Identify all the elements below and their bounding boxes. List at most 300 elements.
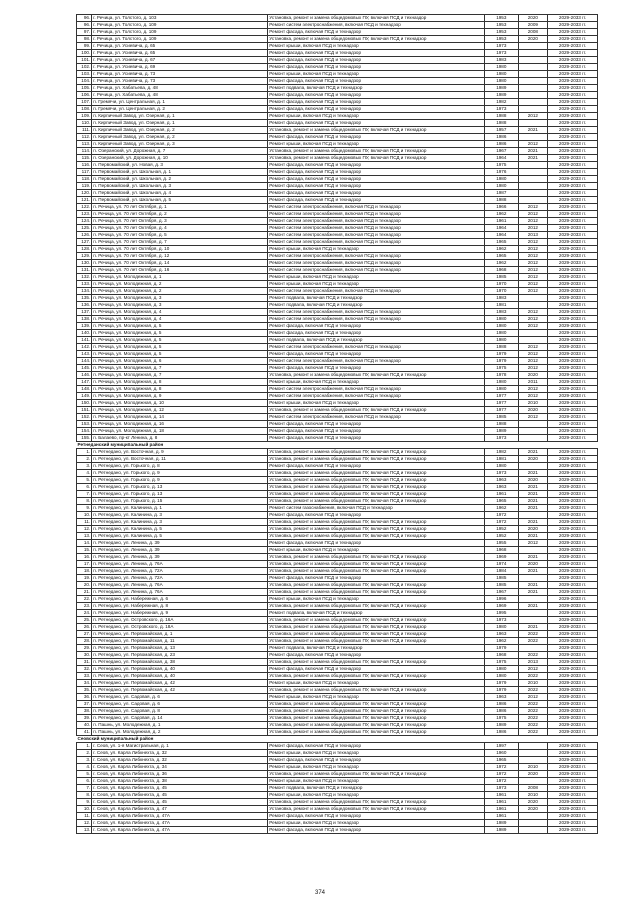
year-built-cell: 1979: [485, 687, 519, 694]
last-repair-cell: 2020: [518, 799, 548, 806]
work-type-cell: Установка, ремонт и замена общедомовых ПУ, включая ПСД и технадзор: [268, 561, 485, 568]
address-cell: п. Речица, ул. 70 лет Октября, д. 2: [92, 211, 268, 218]
address-cell: п. Ретнедано, ул. Ленина, д. 39: [92, 547, 268, 554]
row-number: 36.: [77, 694, 92, 701]
last-repair-cell: [518, 813, 548, 820]
row-number: 13.: [77, 533, 92, 540]
table-row: [77, 197, 598, 204]
table-row: [77, 57, 598, 64]
address-cell: г. Речица, ул. Толстого, д. 109: [92, 36, 268, 43]
planned-period-cell: 2029-2033 гг.: [548, 57, 598, 64]
address-cell: п. Ретнедано, ул. Калинина, д. 5: [92, 526, 268, 533]
work-type-cell: Ремонт систем электроснабжения, включая ПСД и технадзор: [268, 309, 485, 316]
row-number: 125.: [77, 225, 92, 232]
last-repair-cell: [518, 57, 548, 64]
last-repair-cell: [518, 827, 548, 834]
planned-period-cell: 2029-2033 гг.: [548, 624, 598, 631]
work-type-cell: Ремонт фасада, включая ПСД и технадзор: [268, 176, 485, 183]
table-row: [77, 575, 598, 582]
row-number: 13.: [77, 827, 92, 834]
table-row: [77, 610, 598, 617]
work-type-cell: Установка, ремонт и замена общедомовых ПУ, включая ПСД и технадзор: [268, 799, 485, 806]
year-built-cell: 1981: [485, 302, 519, 309]
year-built-cell: 1983: [485, 57, 519, 64]
last-repair-cell: 2022: [518, 631, 548, 638]
work-type-cell: Ремонт систем электроснабжения, включая ПСД и технадзор: [268, 358, 485, 365]
year-built-cell: 1961: [485, 806, 519, 813]
row-number: 107.: [77, 99, 92, 106]
last-repair-cell: [518, 162, 548, 169]
row-number: 134.: [77, 288, 92, 295]
page-number: 374: [314, 890, 325, 896]
work-type-cell: Ремонт крыши, включая ПСД и технадзор: [268, 141, 485, 148]
work-type-cell: Ремонт фасада, включая ПСД и технадзор: [268, 162, 485, 169]
last-repair-cell: 2012: [518, 393, 548, 400]
row-number: 146.: [77, 372, 92, 379]
year-built-cell: 1972: [485, 512, 519, 519]
planned-period-cell: 2029-2033 гг.: [548, 785, 598, 792]
last-repair-cell: [518, 617, 548, 624]
work-type-cell: Установка, ремонт и замена общедомовых ПУ, включая ПСД и технадзор: [268, 701, 485, 708]
table-row: [77, 316, 598, 323]
row-number: 126.: [77, 232, 92, 239]
table-row: [77, 351, 598, 358]
year-built-cell: 1977: [485, 393, 519, 400]
year-built-cell: 1973: [485, 470, 519, 477]
work-type-cell: Ремонт систем электроснабжения, включая ПСД и технадзор: [268, 232, 485, 239]
work-type-cell: Ремонт фасада, включая ПСД и технадзор: [268, 652, 485, 659]
last-repair-cell: [518, 610, 548, 617]
row-number: 28.: [77, 638, 92, 645]
work-type-cell: Ремонт крыши, включая ПСД и технадзор: [268, 274, 485, 281]
address-cell: п. Ретнедано, ул. Ленина, д. 72А: [92, 575, 268, 582]
year-built-cell: 1964: [485, 225, 519, 232]
planned-period-cell: 2029-2033 гг.: [548, 491, 598, 498]
row-number: 10.: [77, 806, 92, 813]
work-type-cell: Ремонт фасада, включая ПСД и технадзор: [268, 421, 485, 428]
table-row: [77, 281, 598, 288]
year-built-cell: 1980: [485, 64, 519, 71]
last-repair-cell: 2012: [518, 694, 548, 701]
planned-period-cell: 2029-2033 гг.: [548, 813, 598, 820]
work-type-cell: Ремонт систем электроснабжения, включая ПСД и технадзор: [268, 267, 485, 274]
address-cell: п. Кирпичный Завод, ул. Озерная, д. 1: [92, 120, 268, 127]
work-type-cell: Установка, ремонт и замена общедомовых ПУ, включая ПСД и технадзор: [268, 568, 485, 575]
last-repair-cell: 2012: [518, 218, 548, 225]
row-number: 2.: [77, 750, 92, 757]
row-number: 4.: [77, 470, 92, 477]
table-row: [77, 596, 598, 603]
address-cell: п. Первомайский, ул. Школьная, д. 2: [92, 176, 268, 183]
last-repair-cell: [518, 463, 548, 470]
work-type-cell: Установка, ремонт и замена общедомовых ПУ, включая ПСД и технадзор: [268, 631, 485, 638]
planned-period-cell: 2029-2033 гг.: [548, 281, 598, 288]
planned-period-cell: 2029-2033 гг.: [548, 701, 598, 708]
work-type-cell: Установка, ремонт и замена общедомовых ПУ, включая ПСД и технадзор: [268, 715, 485, 722]
section-title: Сеовский муниципальный район: [77, 736, 598, 743]
work-type-cell: Ремонт фасада, включая ПСД и технадзор: [268, 463, 485, 470]
work-type-cell: Ремонт фасада, включая ПСД и технадзор: [268, 827, 485, 834]
last-repair-cell: [518, 64, 548, 71]
table-row: [77, 708, 598, 715]
table-row: [77, 631, 598, 638]
table-row: [77, 365, 598, 372]
year-built-cell: 1985: [485, 582, 519, 589]
row-number: 8.: [77, 792, 92, 799]
table-row: [77, 239, 598, 246]
year-built-cell: 1979: [485, 351, 519, 358]
row-number: 22.: [77, 596, 92, 603]
table-row: [77, 22, 598, 29]
year-built-cell: 1973: [485, 43, 519, 50]
work-type-cell: Ремонт фасада, включая ПСД и технадзор: [268, 575, 485, 582]
row-number: 106.: [77, 92, 92, 99]
address-cell: п. Речица, ул. Молодежная, д. 12: [92, 407, 268, 414]
row-number: 3.: [77, 463, 92, 470]
work-type-cell: Ремонт систем электроснабжения, включая ПСД и технадзор: [268, 211, 485, 218]
address-cell: п. Ретнедано, ул. Набережная, д. 8: [92, 603, 268, 610]
work-type-cell: Установка, ремонт и замена общедомовых ПУ, включая ПСД и технадзор: [268, 456, 485, 463]
planned-period-cell: 2029-2033 гг.: [548, 645, 598, 652]
address-cell: п. Ретнедано, ул. Горького, д. 15: [92, 498, 268, 505]
row-number: 108.: [77, 106, 92, 113]
row-number: 144.: [77, 358, 92, 365]
address-cell: п. Речица, ул. Молодежная, д. 4: [92, 316, 268, 323]
row-number: 39.: [77, 715, 92, 722]
year-built-cell: 1988: [485, 344, 519, 351]
work-type-cell: Ремонт систем электроснабжения, включая ПСД и технадзор: [268, 414, 485, 421]
planned-period-cell: 2029-2033 гг.: [548, 197, 598, 204]
row-number: 139.: [77, 323, 92, 330]
last-repair-cell: 2020: [518, 806, 548, 813]
planned-period-cell: 2029-2033 гг.: [548, 575, 598, 582]
work-type-cell: Ремонт фасада, включая ПСД и технадзор: [268, 64, 485, 71]
work-type-cell: Ремонт фасада, включая ПСД и технадзор: [268, 323, 485, 330]
work-type-cell: Установка, ремонт и замена общедомовых ПУ, включая ПСД и технадзор: [268, 708, 485, 715]
address-cell: г. Сеов, ул. Карла Либкнехта, д. 34: [92, 764, 268, 771]
last-repair-cell: 2012: [518, 211, 548, 218]
table-row: [77, 645, 598, 652]
row-number: 38.: [77, 708, 92, 715]
planned-period-cell: 2029-2033 гг.: [548, 379, 598, 386]
year-built-cell: 1965: [485, 239, 519, 246]
table-row: [77, 498, 598, 505]
table-row: [77, 204, 598, 211]
row-number: 138.: [77, 316, 92, 323]
address-cell: г. Речица, ул. Усиевича, д. 65: [92, 50, 268, 57]
work-type-cell: Установка, ремонт и замена общедомовых ПУ, включая ПСД и технадзор: [268, 589, 485, 596]
table-row: [77, 127, 598, 134]
planned-period-cell: 2029-2033 гг.: [548, 99, 598, 106]
row-number: 23.: [77, 603, 92, 610]
last-repair-cell: 2020: [518, 456, 548, 463]
year-built-cell: 1988: [485, 421, 519, 428]
table-row: [77, 120, 598, 127]
address-cell: п. Речица, ул. Молодежная, д. 2: [92, 288, 268, 295]
row-number: 121.: [77, 197, 92, 204]
planned-period-cell: 2029-2033 гг.: [548, 15, 598, 22]
work-type-cell: Установка, ремонт и замена общедомовых ПУ, включая ПСД и технадзор: [268, 722, 485, 729]
address-cell: п. Ретнедано, ул. Калинина, д. 1: [92, 505, 268, 512]
last-repair-cell: 2022: [518, 729, 548, 736]
work-type-cell: Установка, ремонт и замена общедомовых ПУ, включая ПСД и технадзор: [268, 407, 485, 414]
row-number: 14.: [77, 540, 92, 547]
address-cell: г. Сеов, ул. Карла Либкнехта, д. 47А: [92, 827, 268, 834]
planned-period-cell: 2029-2033 гг.: [548, 414, 598, 421]
planned-period-cell: 2029-2033 гг.: [548, 176, 598, 183]
row-number: 1.: [77, 743, 92, 750]
row-number: 100.: [77, 50, 92, 57]
last-repair-cell: [518, 512, 548, 519]
last-repair-cell: 2012: [518, 358, 548, 365]
row-number: 4.: [77, 764, 92, 771]
work-type-cell: Ремонт крыши, включая ПСД и технадзор: [268, 400, 485, 407]
year-built-cell: 1968: [485, 267, 519, 274]
last-repair-cell: [518, 71, 548, 78]
work-type-cell: Ремонт фасада, включая ПСД и технадзор: [268, 99, 485, 106]
address-cell: п. Речица, ул. Молодежная, д. 1: [92, 274, 268, 281]
row-number: 5.: [77, 477, 92, 484]
address-cell: п. Речица, ул. Молодежная, д. 16: [92, 421, 268, 428]
planned-period-cell: 2029-2033 гг.: [548, 393, 598, 400]
planned-period-cell: 2029-2033 гг.: [548, 428, 598, 435]
work-type-cell: Ремонт крыши, включая ПСД и технадзор: [268, 71, 485, 78]
table-row: [77, 785, 598, 792]
year-built-cell: 1970: [485, 288, 519, 295]
table-row: [77, 428, 598, 435]
planned-period-cell: 2029-2033 гг.: [548, 386, 598, 393]
address-cell: п. Кирпичный Завод, ул. Озерная, д. 3: [92, 141, 268, 148]
last-repair-cell: [518, 645, 548, 652]
row-number: 27.: [77, 631, 92, 638]
row-number: 120.: [77, 190, 92, 197]
table-row: [77, 169, 598, 176]
table-row: [77, 547, 598, 554]
year-built-cell: 1986: [485, 141, 519, 148]
table-row: [77, 449, 598, 456]
address-cell: п. Речица, ул. Молодежная, д. 5: [92, 351, 268, 358]
work-type-cell: Установка, ремонт и замена общедомовых ПУ, включая ПСД и технадзор: [268, 533, 485, 540]
year-built-cell: 1989: [485, 92, 519, 99]
table-row: [77, 246, 598, 253]
table-row: [77, 505, 598, 512]
table-row: [77, 162, 598, 169]
last-repair-cell: [518, 421, 548, 428]
address-cell: г. Сеов, ул. Карла Либкнехта, д. 38: [92, 778, 268, 785]
last-repair-cell: [518, 169, 548, 176]
row-number: 3.: [77, 757, 92, 764]
address-cell: п. Ретнедано, ул. Первомайская, д. 42: [92, 680, 268, 687]
table-row: [77, 302, 598, 309]
last-repair-cell: [518, 92, 548, 99]
last-repair-cell: [518, 337, 548, 344]
year-built-cell: 1988: [485, 197, 519, 204]
planned-period-cell: 2029-2033 гг.: [548, 351, 598, 358]
planned-period-cell: 2029-2033 гг.: [548, 78, 598, 85]
planned-period-cell: 2029-2033 гг.: [548, 365, 598, 372]
address-cell: г. Речица, ул. Усиевича, д. 65: [92, 43, 268, 50]
table-row: [77, 260, 598, 267]
year-built-cell: 1989: [485, 428, 519, 435]
row-number: 129.: [77, 253, 92, 260]
planned-period-cell: 2029-2033 гг.: [548, 498, 598, 505]
last-repair-cell: 2020: [518, 526, 548, 533]
work-type-cell: Ремонт систем электроснабжения, включая ПСД и технадзор: [268, 225, 485, 232]
work-type-cell: Ремонт систем электроснабжения, включая ПСД и технадзор: [268, 260, 485, 267]
address-cell: п. Кирпичный Завод, ул. Озерная, д. 2: [92, 127, 268, 134]
address-cell: п. Ретнедано, ул. Первомайская, д. 40: [92, 666, 268, 673]
table-row: [77, 372, 598, 379]
planned-period-cell: 2029-2033 гг.: [548, 526, 598, 533]
row-number: 10.: [77, 512, 92, 519]
row-number: 97.: [77, 29, 92, 36]
planned-period-cell: 2029-2033 гг.: [548, 43, 598, 50]
year-built-cell: 1989: [485, 820, 519, 827]
year-built-cell: 1980: [485, 316, 519, 323]
work-type-cell: Ремонт фасада, включая ПСД и технадзор: [268, 540, 485, 547]
table-row: [77, 295, 598, 302]
year-built-cell: 1975: [485, 365, 519, 372]
planned-period-cell: 2029-2033 гг.: [548, 435, 598, 442]
address-cell: п. Первомайский, ул. Школьная, д. 1: [92, 169, 268, 176]
address-cell: п. Ретнедано, ул. Ленина, д. 39: [92, 540, 268, 547]
work-type-cell: Ремонт фасада, включая ПСД и технадзор: [268, 29, 485, 36]
work-type-cell: Установка, ремонт и замена общедомовых ПУ, включая ПСД и технадзор: [268, 687, 485, 694]
last-repair-cell: 2012: [518, 225, 548, 232]
last-repair-cell: 2020: [518, 561, 548, 568]
table-row: [77, 589, 598, 596]
work-type-cell: Ремонт фасада, включая ПСД и технадзор: [268, 57, 485, 64]
address-cell: п. Ретнедано, ул. Садовая, д. 6: [92, 701, 268, 708]
row-number: 96.: [77, 22, 92, 29]
last-repair-cell: [518, 106, 548, 113]
work-type-cell: Ремонт фасада, включая ПСД и технадзор: [268, 813, 485, 820]
year-built-cell: 1962: [485, 638, 519, 645]
year-built-cell: 1952: [485, 533, 519, 540]
last-repair-cell: 2010: [518, 400, 548, 407]
year-built-cell: 1980: [485, 379, 519, 386]
work-type-cell: Установка, ремонт и замена общедомовых ПУ, включая ПСД и технадзор: [268, 638, 485, 645]
table-row: [77, 267, 598, 274]
row-number: 137.: [77, 309, 92, 316]
address-cell: п. Ретнедано, ул. Первомайская, д. 42: [92, 687, 268, 694]
planned-period-cell: 2029-2033 гг.: [548, 617, 598, 624]
year-built-cell: 1967: [485, 589, 519, 596]
table-row: [77, 232, 598, 239]
table-row: [77, 813, 598, 820]
table-row: [77, 330, 598, 337]
row-number: 147.: [77, 379, 92, 386]
planned-period-cell: 2029-2033 гг.: [548, 225, 598, 232]
year-built-cell: 1962: [485, 505, 519, 512]
planned-period-cell: 2029-2033 гг.: [548, 155, 598, 162]
year-built-cell: 1985: [485, 575, 519, 582]
planned-period-cell: 2029-2033 гг.: [548, 400, 598, 407]
last-repair-cell: 2012: [518, 386, 548, 393]
year-built-cell: 1953: [485, 36, 519, 43]
table-row: [77, 512, 598, 519]
last-repair-cell: [518, 99, 548, 106]
work-type-cell: Установка, ремонт и замена общедомовых ПУ, включая ПСД и технадзор: [268, 617, 485, 624]
year-built-cell: 1966: [485, 204, 519, 211]
last-repair-cell: 2021: [518, 484, 548, 491]
planned-period-cell: 2029-2033 гг.: [548, 806, 598, 813]
row-number: 96.: [77, 15, 92, 22]
last-repair-cell: [518, 428, 548, 435]
planned-period-cell: 2029-2033 гг.: [548, 799, 598, 806]
table-row: [77, 568, 598, 575]
work-type-cell: Ремонт подвала, включая ПСД и технадзор: [268, 645, 485, 652]
row-number: 101.: [77, 57, 92, 64]
last-repair-cell: 2020: [518, 477, 548, 484]
last-repair-cell: [518, 197, 548, 204]
last-repair-cell: 2022: [518, 715, 548, 722]
table-row: [77, 218, 598, 225]
work-type-cell: Установка, ремонт и замена общедомовых ПУ, включая ПСД и технадзор: [268, 659, 485, 666]
last-repair-cell: [518, 134, 548, 141]
address-cell: г. Речица, ул. Толстого, д. 103: [92, 15, 268, 22]
row-number: 35.: [77, 687, 92, 694]
address-cell: п. Речица, ул. Молодежная, д. 18: [92, 428, 268, 435]
row-number: 16.: [77, 554, 92, 561]
year-built-cell: 1962: [485, 211, 519, 218]
table-row: [77, 820, 598, 827]
planned-period-cell: 2029-2033 гг.: [548, 344, 598, 351]
year-built-cell: 1965: [485, 253, 519, 260]
work-type-cell: Установка, ремонт и замена общедомовых ПУ, включая ПСД и технадзор: [268, 771, 485, 778]
planned-period-cell: 2029-2033 гг.: [548, 638, 598, 645]
last-repair-cell: 2012: [518, 253, 548, 260]
row-number: 12.: [77, 820, 92, 827]
work-type-cell: Ремонт фасада, включая ПСД и технадзор: [268, 512, 485, 519]
row-number: 11.: [77, 519, 92, 526]
table-row: [77, 29, 598, 36]
table-row: [77, 211, 598, 218]
table-row: [77, 757, 598, 764]
address-cell: п. Речица, ул. 70 лет Октября, д. 12: [92, 253, 268, 260]
planned-period-cell: 2029-2033 гг.: [548, 512, 598, 519]
last-repair-cell: 2022: [518, 673, 548, 680]
work-type-cell: Ремонт систем газоснабжения, включая ПСД и технадзор: [268, 505, 485, 512]
last-repair-cell: 2020: [518, 771, 548, 778]
address-cell: г. Речица, ул. Усиевича, д. 67: [92, 57, 268, 64]
row-number: 41.: [77, 729, 92, 736]
address-cell: п. Речица, ул. Молодежная, д. 7: [92, 372, 268, 379]
year-built-cell: 1973: [485, 435, 519, 442]
last-repair-cell: [518, 50, 548, 57]
year-built-cell: 1980: [485, 463, 519, 470]
address-cell: г. Речица, ул. Усиевича, д. 73: [92, 78, 268, 85]
row-number: 141.: [77, 337, 92, 344]
table-row: [77, 722, 598, 729]
row-number: 128.: [77, 246, 92, 253]
table-row: [77, 729, 598, 736]
address-cell: п. Ретнедано, ул. Первомайская, д. 11: [92, 638, 268, 645]
address-cell: г. Речица, ул. Усиевича, д. 73: [92, 71, 268, 78]
year-built-cell: 1962: [485, 246, 519, 253]
year-built-cell: 1997: [485, 743, 519, 750]
last-repair-cell: 2012: [518, 316, 548, 323]
planned-period-cell: 2029-2033 гг.: [548, 470, 598, 477]
planned-period-cell: 2029-2033 гг.: [548, 715, 598, 722]
table-row: [77, 687, 598, 694]
work-type-cell: Ремонт систем электроснабжения, включая ПСД и технадзор: [268, 316, 485, 323]
year-built-cell: 1969: [485, 554, 519, 561]
table-row: [77, 148, 598, 155]
row-number: 9.: [77, 799, 92, 806]
planned-period-cell: 2029-2033 гг.: [548, 295, 598, 302]
year-built-cell: 1977: [485, 407, 519, 414]
